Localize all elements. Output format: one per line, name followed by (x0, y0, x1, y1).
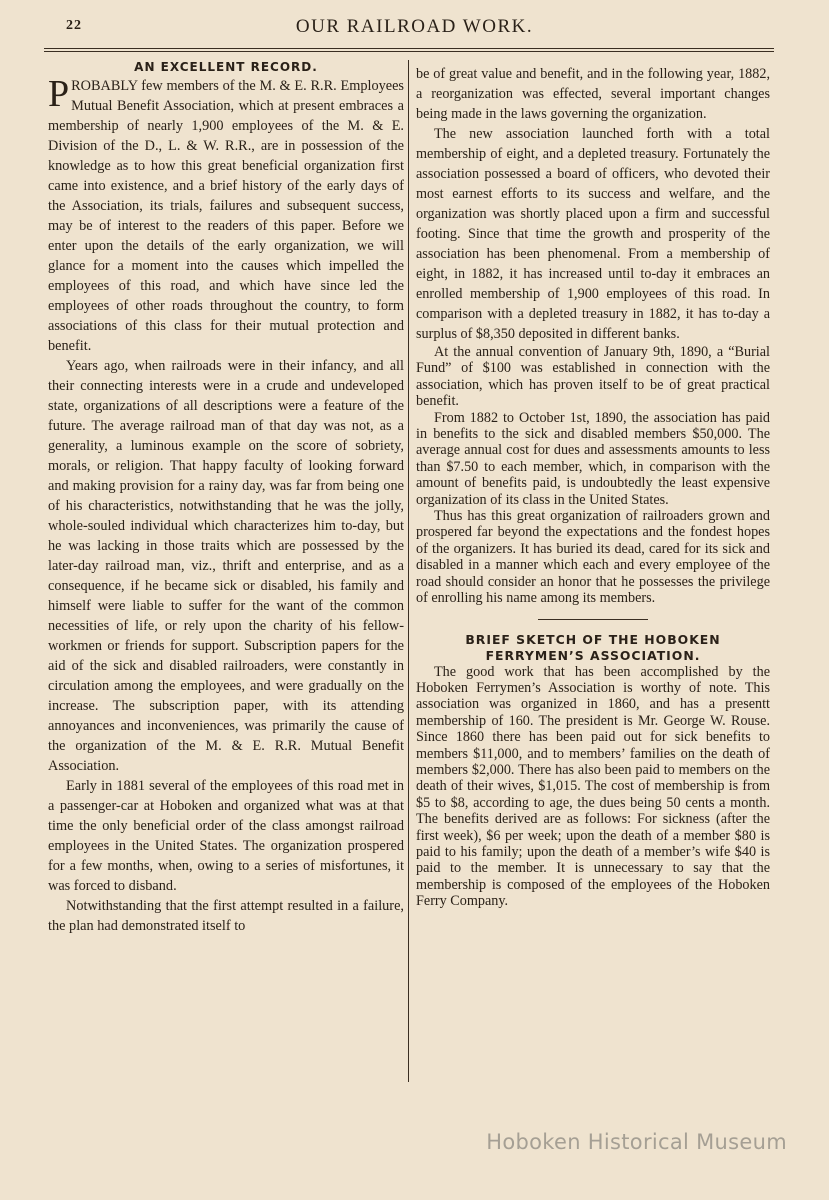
page-header (0, 16, 829, 44)
article-paragraph: The new association launched forth with a total membership of eight, and a depleted treasury. Fortunately the association possessed a board of officers, who devoted their most earnest efforts to its success and welfare, and the organization was shortly placed upon a firm and successful footing. Since that time the growth and prosperity of the association has been phenomenal. From a membership of eight, in 1882, it has increased until to-day it embraces an enrolled membership of 1,900 employees of this road. In comparison with a depleted treasury in 1882, it has to-day a surplus of $8,350 deposited in different banks. (416, 126, 770, 342)
section-divider (538, 619, 648, 620)
header-rule (44, 48, 774, 49)
article-paragraph: Early in 1881 several of the employees of this road met in a passenger-car at Hoboken and organized what was at that time the only beneficial order of the class amongst railroad employees in the United States. The organization prospered for a few months, when, owing to a series of misfortunes, it was forced to disband. (48, 778, 404, 894)
article-paragraph: Years ago, when railroads were in their infancy, and all their connecting interests were in a crude and undeveloped state, organizations of all descriptions were a feature of the future. The average railroad man of that day was not, as a generality, a luminous example on the score of sobriety, morals, or religion. That happy faculty of looking forward and making provision for a rainy day, was far from being one of his characteristics, notwithstanding that he was the jolly, whole-souled individual which characterizes him to-day, but he was lacking in those traits which are possessed by the later-day railroad man, viz., thrift and enterprise, and as a consequence, if he became sick or disabled, his family and himself were liable to suffer for the want of the common necessities of life, or rely upon the charity of his fellow-workmen or friends for support. Subscription papers for the aid of the sick and disabled railroaders, were constantly in circulation among the employees, and were gradually on the increase. The subscription paper, with its attending annoyances and inconveniences, was primarily the cause of the organization of the M. & E. R.R. Mutual Benefit Association. (48, 358, 404, 774)
article-paragraph (48, 73, 404, 356)
paragraph-text: ROBABLY few members of the M. & E. R.R. Employees Mutual Benefit Association, which at present embraces a membership of nearly 1,900 employees of the M. & E. Division of the D., L. & W. R.R., are in possession of the knowledge as to how this great beneficial organization first came into existence, and a brief history of the early days of the Association, its trials, failures and subsequent success, may be of interest to the readers of this paper. Before we enter upon the details of the early organization, we will glance for a moment into the causes which impelled the employees of this road, and which have since led the employees of other roads throughout the country, to form associations of this class for their mutual protection and benefit. (48, 78, 404, 354)
article-paragraph: Notwithstanding that the first attempt resulted in a failure, the plan had demonstrated itself to (48, 898, 404, 934)
left-column (48, 60, 404, 936)
page-number: 22 (66, 18, 82, 33)
museum-watermark: Hoboken Historical Museum (486, 1130, 787, 1154)
article-paragraph: Thus has this great organization of railroaders grown and prospered far beyond the expectations and the fondest hopes of the organizers. It has buried its dead, cared for its sick and disabled in a manner which each and every employee of the road should consider an honor that he possesses the privilege of enrolling his name among its members. (416, 508, 770, 607)
article-heading: AN EXCELLENT RECORD. (134, 60, 318, 74)
running-title: OUR RAILROAD WORK. (295, 16, 534, 37)
column-divider (408, 60, 409, 1082)
article-paragraph: The good work that has been accomplished by the Hoboken Ferrymen’s Association is worthy of note. This association was organized in 1860, and has a presentt membership of 160. The president is Mr. George W. Rouse. Since 1860 there has been paid out for sick benefits to members $11,000, and to members’ families on the death of members $2,000. There has also been paid to members on the death of their wives, $1,015. The cost of membership is from $5 to $8, according to age, the dues being 50 cents a month. The benefits derived are as follows: For sickness (after the first week), $6 per week; upon the death of a member $80 is paid to his family; upon the death of a member’s wife $40 is paid to the member. It is unnecessary to say that the membership is composed of the employees of the Hoboken Ferry Company. (416, 663, 770, 910)
drop-cap: P (48, 73, 70, 115)
article-paragraph: At the annual convention of January 9th, 1890, a “Burial Fund” of $100 was established in connection with the association, which has proven itself to be of great practical benefit. (416, 344, 770, 410)
article-heading-ferrymen: BRIEF SKETCH OF THE HOBOKEN FERRYMEN’S ASSOCIATION. (465, 631, 721, 663)
right-column (416, 64, 770, 910)
header-rule-thin (44, 51, 774, 52)
article-paragraph-continued: be of great value and benefit, and in the following year, 1882, a reorganization was effected, several important changes being made in the laws governing the organization. (416, 66, 770, 122)
article-paragraph: From 1882 to October 1st, 1890, the association has paid in benefits to the sick and disabled members $50,000. The average annual cost for dues and assessments amounts to less than $7.50 to each member, which, in comparison with the amount of benefits paid, is undoubtedly the least expensive organization of its class in the United States. (416, 409, 770, 508)
dense-text-block (416, 344, 770, 910)
